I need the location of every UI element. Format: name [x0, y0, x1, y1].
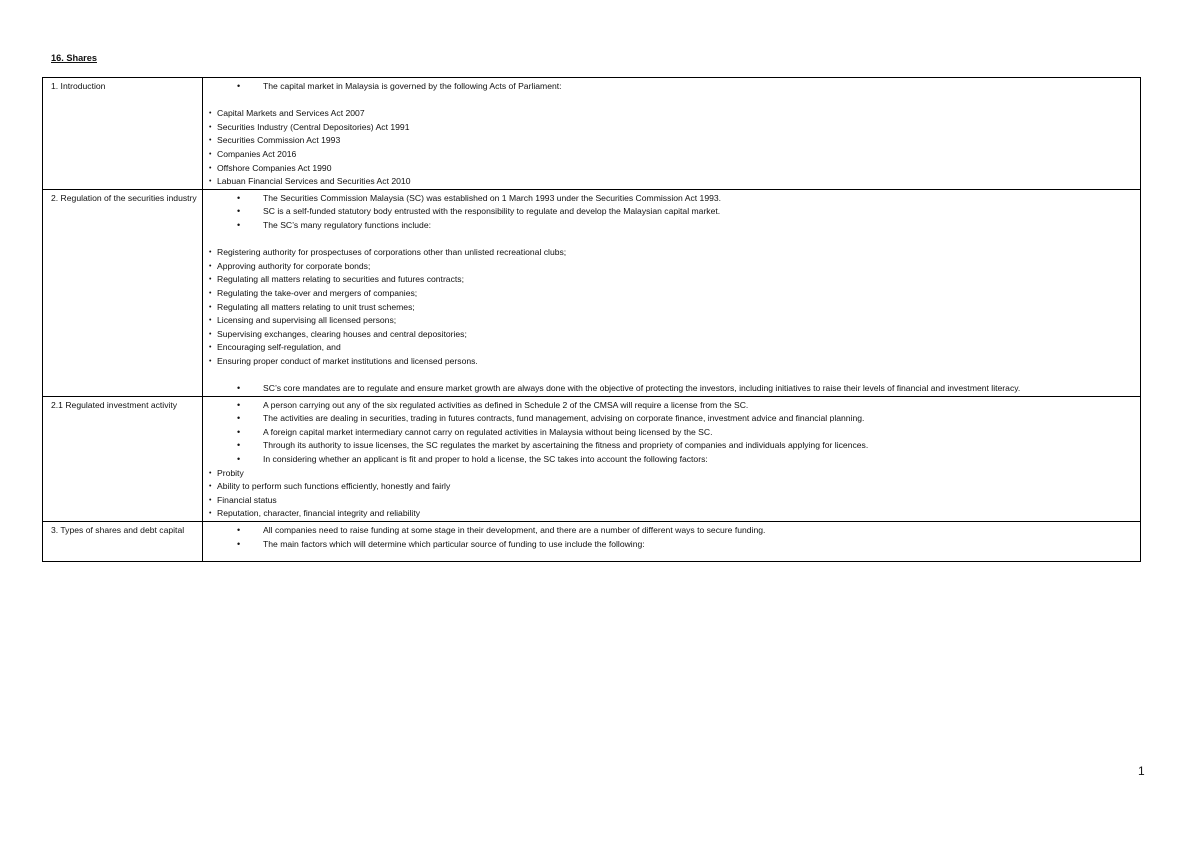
- table-row: [43, 522, 1141, 562]
- list-item: • The Securities Commission Malaysia (SC) was established on 1 March 1993 under the Securities Commission Act 1993.: [209, 192, 1132, 206]
- list-item: • Ability to perform such functions efficiently, honestly and fairly: [209, 480, 1132, 494]
- page-number: 1: [1138, 764, 1145, 778]
- list-item: • Reputation, character, financial integrity and reliability: [209, 507, 1132, 521]
- row-content: [203, 189, 1141, 396]
- list-item: • SC is a self-funded statutory body entrusted with the responsibility to regulate and develop the Malaysian capital market.: [209, 205, 1132, 219]
- table-row: [43, 396, 1141, 521]
- row-label: 1. Introduction: [43, 78, 203, 190]
- row-content: [203, 396, 1141, 521]
- list-item: • A person carrying out any of the six regulated activities as defined in Schedule 2 of the CMSA will require a license from the SC.: [209, 399, 1132, 413]
- list-item: • The activities are dealing in securities, trading in futures contracts, fund management, advising on corporate finance, investment advice and financial planning.: [209, 412, 1132, 426]
- list-item: • Companies Act 2016: [209, 148, 1132, 162]
- table-row: [43, 189, 1141, 396]
- list-item: • Regulating all matters relating to securities and futures contracts;: [209, 273, 1132, 287]
- list-item: • Regulating the take-over and mergers of companies;: [209, 287, 1132, 301]
- list-item: • Through its authority to issue licenses, the SC regulates the market by ascertaining the fitness and propriety of companies and individuals applying for licences.: [209, 439, 1132, 453]
- list-item: • Probity: [209, 467, 1132, 481]
- row-label: 2.1 Regulated investment activity: [43, 396, 203, 521]
- list-item: • The main factors which will determine which particular source of funding to use include the following:: [209, 538, 1132, 552]
- list-item: • The SC’s many regulatory functions include:: [209, 219, 1132, 233]
- page-title: 16. Shares: [51, 53, 97, 63]
- list-item: • Capital Markets and Services Act 2007: [209, 107, 1132, 121]
- list-item: • The capital market in Malaysia is governed by the following Acts of Parliament:: [209, 80, 1132, 94]
- list-item: • Supervising exchanges, clearing houses and central depositories;: [209, 328, 1132, 342]
- list-item: • Regulating all matters relating to unit trust schemes;: [209, 301, 1132, 315]
- list-item: • Ensuring proper conduct of market institutions and licensed persons.: [209, 355, 1132, 369]
- list-item: • All companies need to raise funding at some stage in their development, and there are a number of different ways to secure funding.: [209, 524, 1132, 538]
- row-label: 3. Types of shares and debt capital: [43, 522, 203, 562]
- list-item: • A foreign capital market intermediary cannot carry on regulated activities in Malaysia without being licensed by the SC.: [209, 426, 1132, 440]
- list-item: • Labuan Financial Services and Securities Act 2010: [209, 175, 1132, 189]
- row-content: [203, 522, 1141, 562]
- list-item: • Offshore Companies Act 1990: [209, 162, 1132, 176]
- list-item: • Encouraging self-regulation, and: [209, 341, 1132, 355]
- list-item: • Licensing and supervising all licensed persons;: [209, 314, 1132, 328]
- table-row: [43, 78, 1141, 190]
- list-item: • Securities Industry (Central Depositories) Act 1991: [209, 121, 1132, 135]
- list-item: • Approving authority for corporate bonds;: [209, 260, 1132, 274]
- list-item: • Securities Commission Act 1993: [209, 134, 1132, 148]
- list-item: • Financial status: [209, 494, 1132, 508]
- content-table: [42, 77, 1141, 562]
- row-label: 2. Regulation of the securities industry: [43, 189, 203, 396]
- list-item: • In considering whether an applicant is fit and proper to hold a license, the SC takes into account the following factors:: [209, 453, 1132, 467]
- list-item: • SC’s core mandates are to regulate and ensure market growth are always done with the objective of protecting the investors, including initiatives to raise their levels of financial and investment literacy.: [209, 382, 1132, 396]
- list-item: • Registering authority for prospectuses of corporations other than unlisted recreational clubs;: [209, 246, 1132, 260]
- row-content: [203, 78, 1141, 190]
